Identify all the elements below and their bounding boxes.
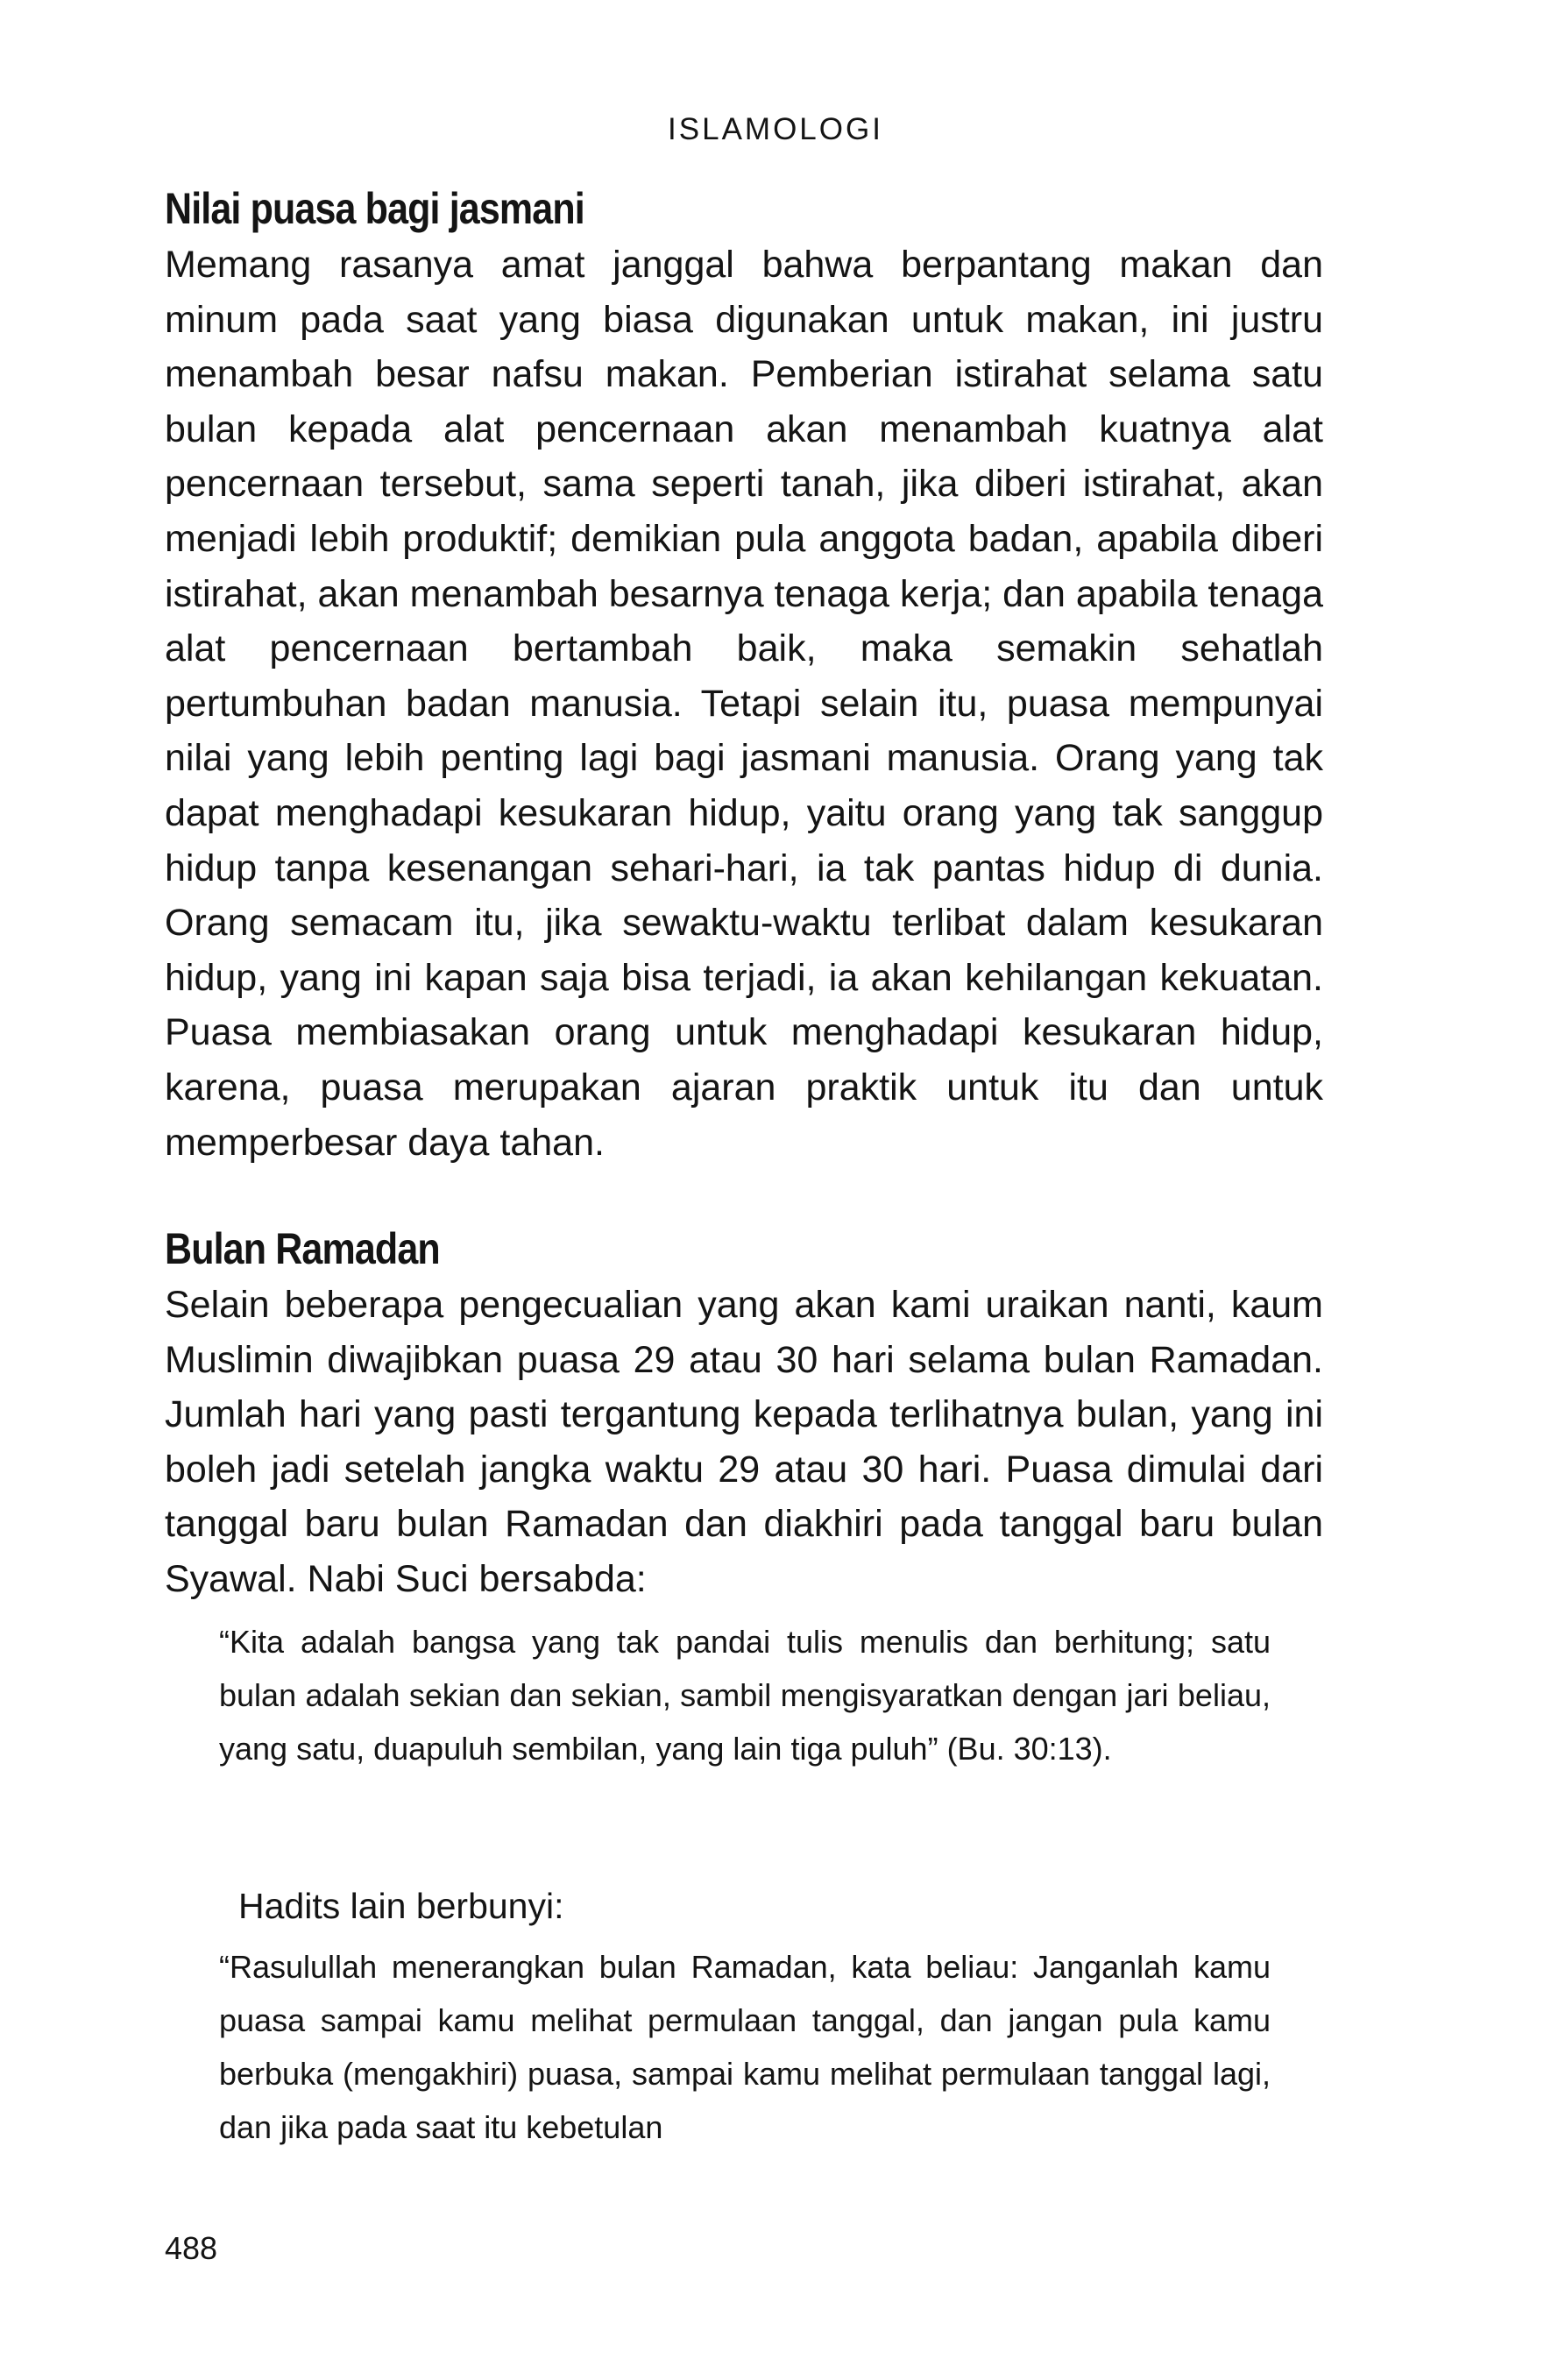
- hadith-lead-in: Hadits lain berbunyi:: [238, 1886, 564, 1926]
- hadith-quote-2: “Rasulullah menerangkan bulan Ramadan, kata beliau: Janganlah kamu puasa sampai kamu melihat permulaan tanggal, dan jangan pula kamu berbuka (mengakhiri) puasa, sampai kamu melihat permulaan tanggal lagi, dan jika pada saat itu kebetulan: [219, 1949, 1271, 2145]
- running-head: ISLAMOLOGI: [668, 112, 883, 146]
- body-paragraph-2: Selain beberapa pengecualian yang akan kami uraikan nanti, kaum Muslimin diwajibkan puasa 29 atau 30 hari selama bulan Ramadan. Jumlah hari yang pasti tergantung kepada terlihatnya bulan, yang ini boleh jadi setelah jangka waktu 29 atau 30 hari. Puasa dimulai dari tanggal baru bulan Ramadan dan diakhiri pada tanggal baru bulan Syawal. Nabi Suci bersabda:: [165, 1284, 1323, 1600]
- body-paragraph-1: Memang rasanya amat janggal bahwa berpantang makan dan minum pada saat yang biasa digunakan untuk makan, ini justru menambah besar nafsu makan. Pemberian istirahat selama satu bulan kepada alat pencernaan akan menambah kuatnya alat pencernaan tersebut, sama seperti tanah, jika diberi istirahat, akan menjadi lebih produktif; demikian pula anggota badan, apabila diberi istirahat, akan menambah besarnya tenaga kerja; dan apabila tenaga alat pencernaan bertambah baik, maka semakin sehatlah pertumbuhan badan manusia. Tetapi selain itu, puasa mempunyai nilai yang lebih penting lagi bagi jasmani manusia. Orang yang tak dapat menghadapi kesukaran hidup, yaitu orang yang tak sanggup hidup tanpa kesenangan sehari-hari, ia tak pantas hidup di dunia. Orang semacam itu, jika sewaktu-waktu terlibat dalam kesukaran hidup, yang ini kapan saja bisa terjadi, ia akan kehilangan kekuatan. Puasa membiasakan orang untuk menghadapi kesukaran hidup, karena, puasa merupakan ajaran praktik untuk itu dan untuk memperbesar daya tahan.: [165, 244, 1323, 1164]
- page-number: 488: [165, 2230, 218, 2266]
- section-heading-bulan-ramadan: Bulan Ramadan: [165, 1224, 440, 1273]
- hadith-quote-1: “Kita adalah bangsa yang tak pandai tulis menulis dan berhitung; satu bulan adalah sekian dan sekian, sambil mengisyaratkan dengan jari beliau, yang satu, duapuluh sembilan, yang lain tiga puluh” (Bu. 30:13).: [219, 1624, 1271, 1767]
- section-bulan-ramadan: [165, 1224, 1323, 1607]
- section-heading-nilai-puasa: Nilai puasa bagi jasmani: [165, 184, 584, 233]
- section-nilai-puasa: [165, 184, 1323, 1170]
